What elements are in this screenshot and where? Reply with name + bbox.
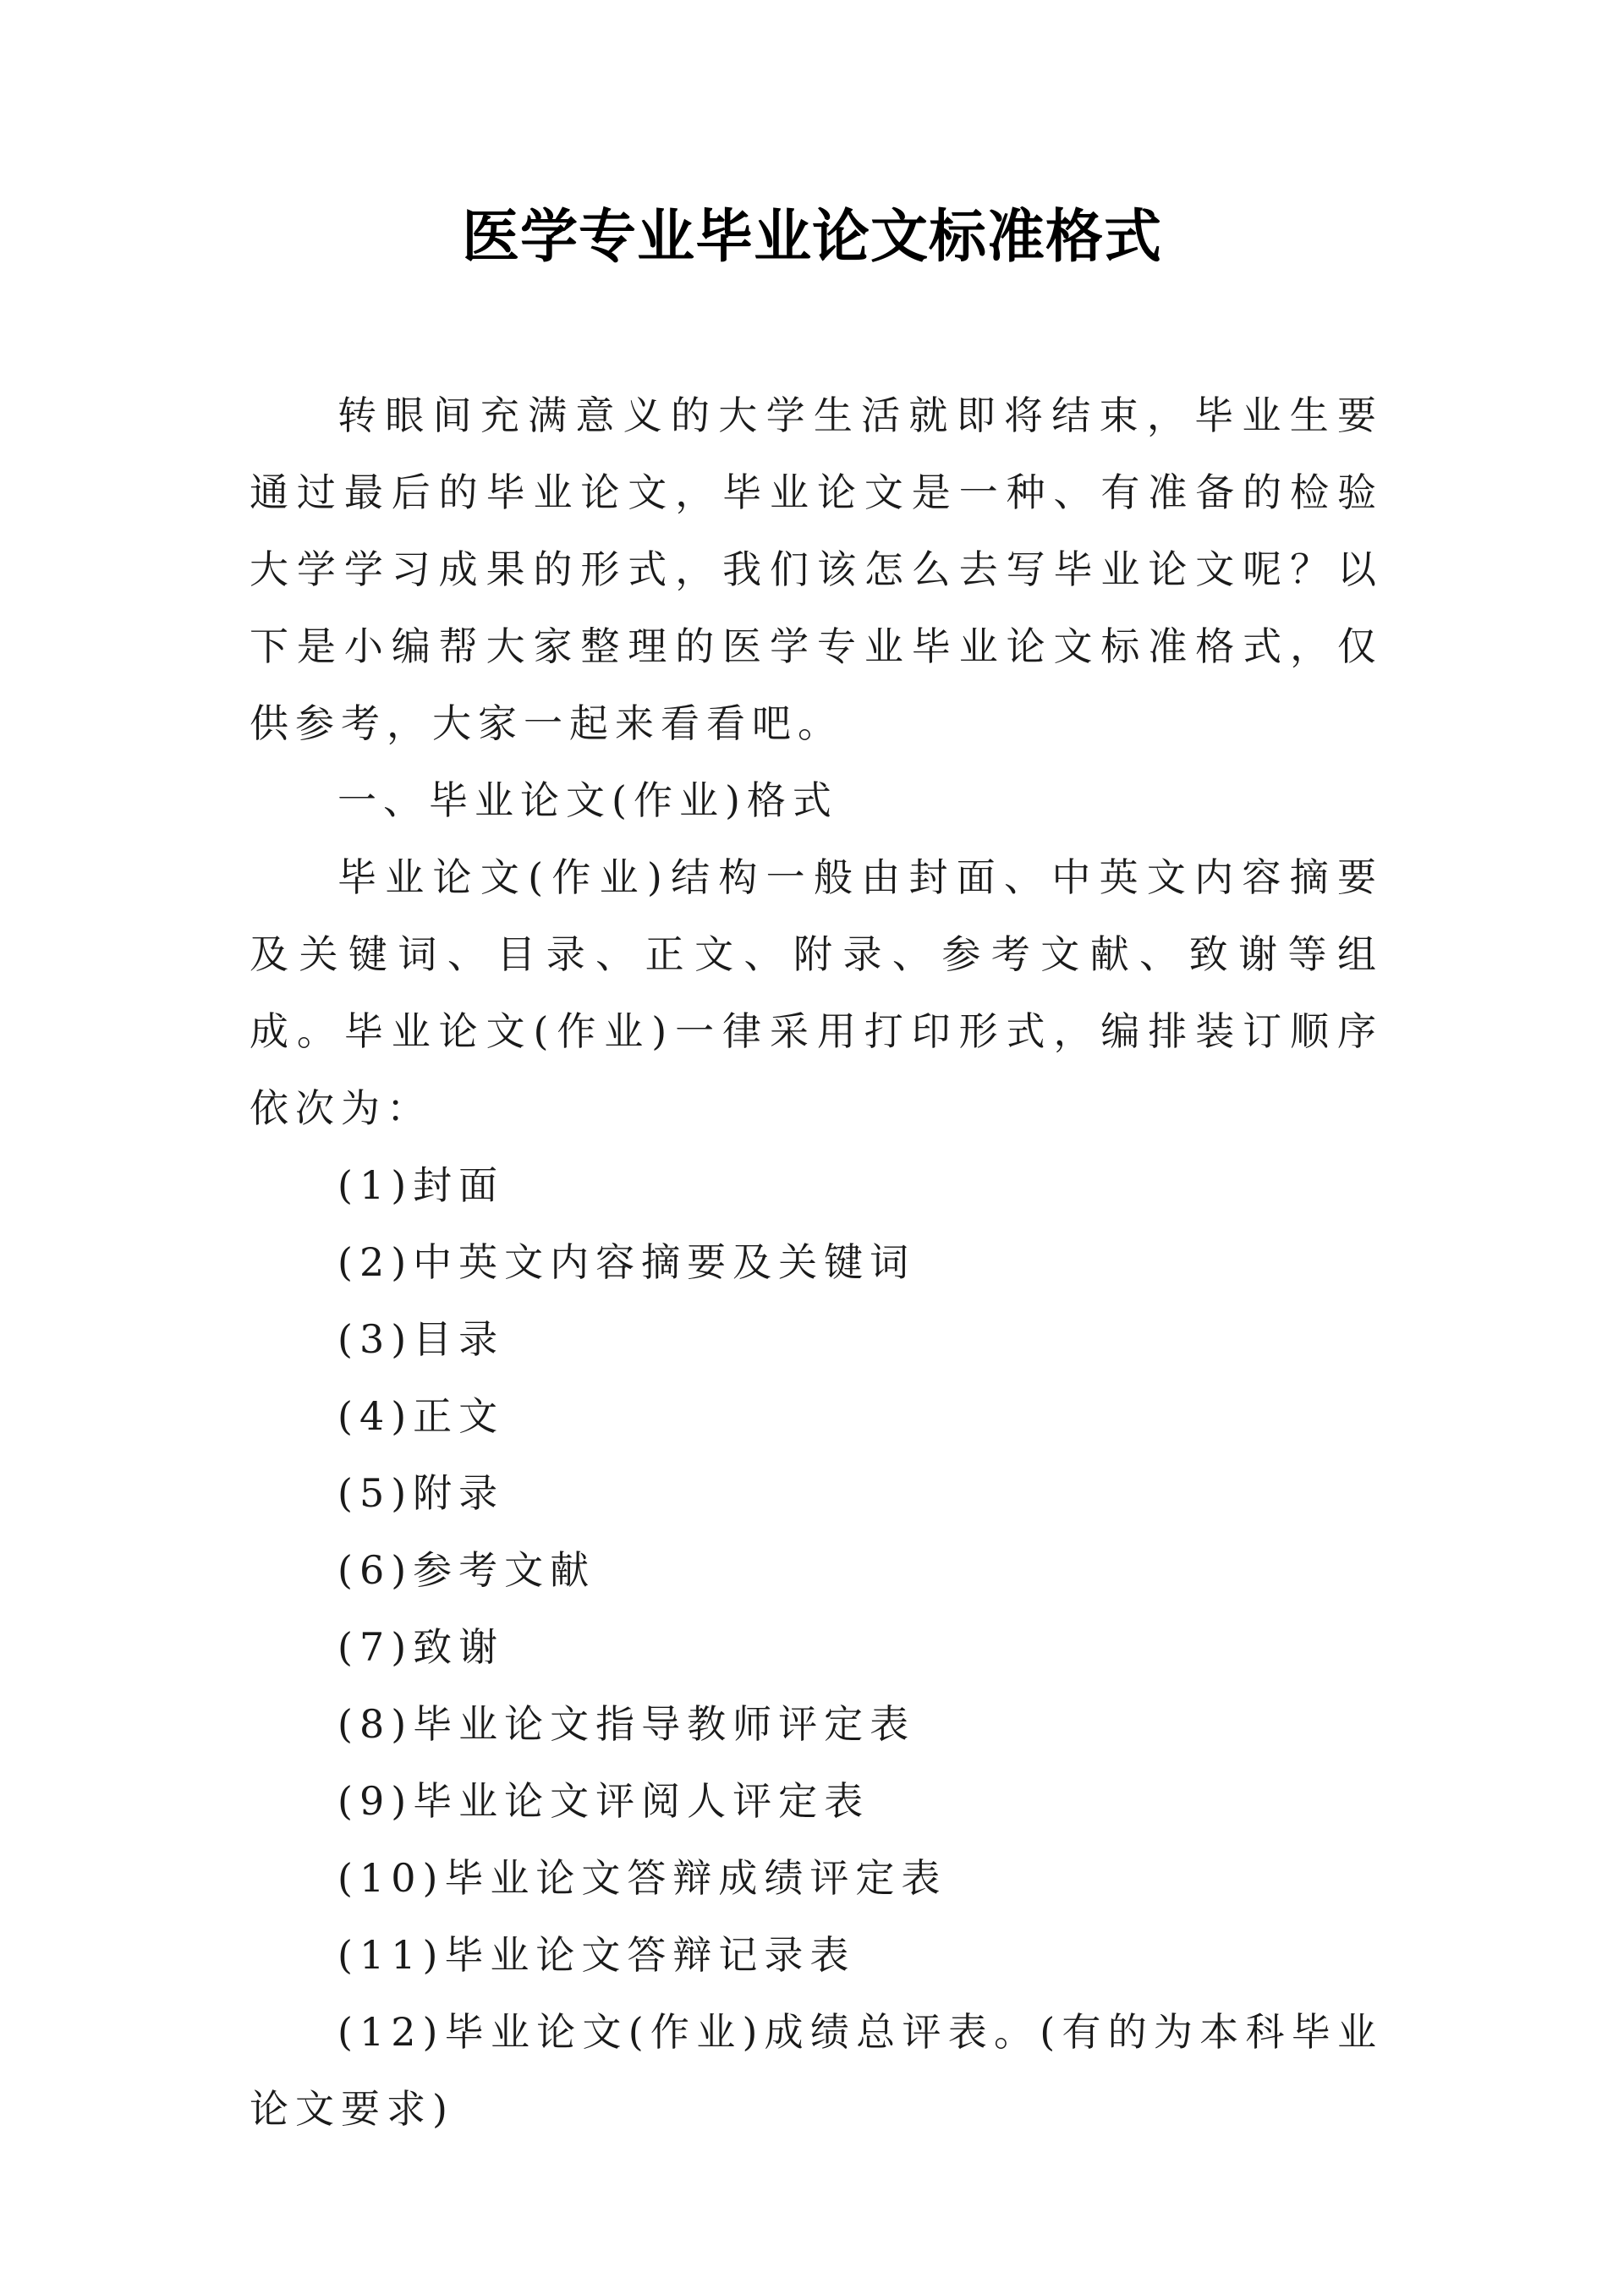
list-item: (9)毕业论文评阅人评定表: [337, 1778, 870, 1824]
list-item: (7)致谢: [337, 1624, 505, 1670]
list-item: (11)毕业论文答辩记录表: [337, 1932, 856, 1978]
document-body: [250, 377, 1383, 2148]
list-item: (5)附录: [337, 1470, 505, 1516]
list-item: (3)目录: [337, 1316, 505, 1362]
document-title: 医学专业毕业论文标准格式: [461, 204, 1162, 271]
intro-paragraph: 转眼间充满意义的大学生活就即将结束，毕业生要通过最后的毕业论文，毕业论文是一种、有准备的检验大学学习成果的形式，我们该怎么去写毕业论文呢？以下是小编帮大家整理的医学专业毕业论文标准格式，仅供参考，大家一起来看看吧。: [250, 393, 1383, 746]
list-item: (8)毕业论文指导教师评定表: [337, 1701, 916, 1747]
list-item: (10)毕业论文答辩成绩评定表: [337, 1855, 947, 1901]
list-item: (4)正文: [337, 1393, 505, 1439]
list-item: (6)参考文献: [337, 1547, 596, 1593]
section-heading: 一、毕业论文(作业)格式: [337, 777, 838, 823]
list-item: (1)封面: [337, 1162, 505, 1208]
list-item: (12)毕业论文(作业)成绩总评表。(有的为本科毕业论文要求): [250, 2009, 1383, 2132]
structure-paragraph: 毕业论文(作业)结构一般由封面、中英文内容摘要及关键词、目录、正文、附录、参考文献、致谢等组成。毕业论文(作业)一律采用打印形式，编排装订顺序依次为：: [250, 854, 1383, 1131]
list-item: (2)中英文内容摘要及关键词: [337, 1239, 916, 1285]
